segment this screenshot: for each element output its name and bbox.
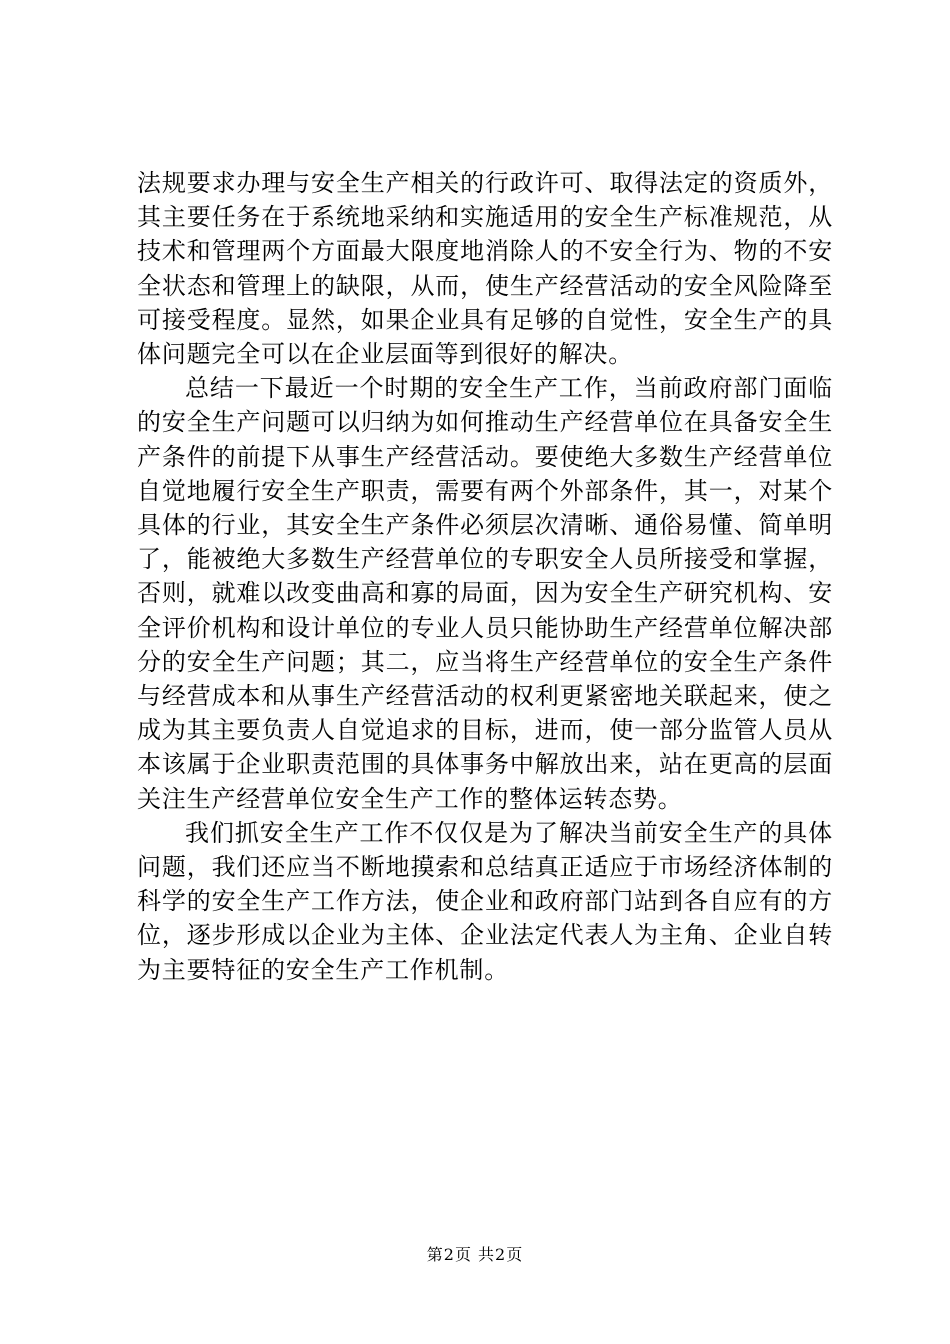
- paragraph-2: 总结一下最近一个时期的安全生产工作，当前政府部门面临的安全生产问题可以归纳为如何推动生产经营单位在具备安全生产条件的前提下从事生产经营活动。要使绝大多数生产经营单位自觉地履行安全生产职责，需要有两个外部条件，其一，对某个具体的行业，其安全生产条件必须层次清晰、通俗易懂、简单明了，能被绝大多数生产经营单位的专职安全人员所接受和掌握，否则，就难以改变曲高和寡的局面，因为安全生产研究机构、安全评价机构和设计单位的专业人员只能协助生产经营单位解决部分的安全生产问题；其二，应当将生产经营单位的安全生产条件与经营成本和从事生产经营活动的权利更紧密地关联起来，使之成为其主要负责人自觉追求的目标，进而，使一部分监管人员从本该属于企业职责范围的具体事务中解放出来，站在更高的层面关注生产经营单位安全生产工作的整体运转态势。: [137, 374, 833, 813]
- document-body: [137, 166, 833, 987]
- paragraph-3: 我们抓安全生产工作不仅仅是为了解决当前安全生产的具体问题，我们还应当不断地摸索和总结真正适应于市场经济体制的科学的安全生产工作方法，使企业和政府部门站到各自应有的方位，逐步形成以企业为主体、企业法定代表人为主角、企业自转为主要特征的安全生产工作机制。: [137, 818, 833, 984]
- page-number-footer: 第2页 共2页: [426, 1245, 524, 1264]
- paragraph-1: 法规要求办理与安全生产相关的行政许可、取得法定的资质外，其主要任务在于系统地采纳和实施适用的安全生产标准规范，从技术和管理两个方面最大限度地消除人的不安全行为、物的不安全状态和管理上的缺限，从而，使生产经营活动的安全风险降至可接受程度。显然，如果企业具有足够的自觉性，安全生产的具体问题完全可以在企业层面等到很好的解决。: [137, 169, 833, 369]
